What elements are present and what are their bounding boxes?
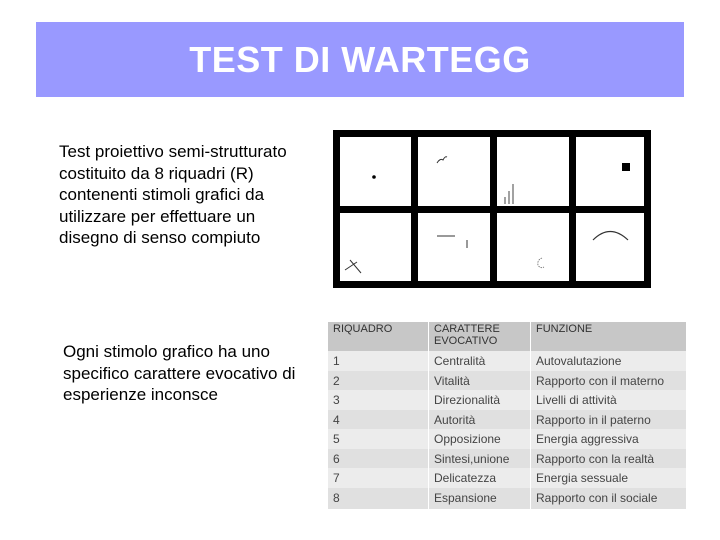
box-5	[340, 213, 411, 281]
title-banner	[36, 22, 684, 97]
box-4	[576, 137, 644, 206]
cell-carattere: Autorità	[428, 410, 530, 430]
cell-carattere: Centralità	[428, 351, 530, 371]
cell-funzione: Rapporto con la realtà	[530, 449, 686, 469]
cell-riquadro: 8	[333, 490, 340, 505]
cell-funzione: Livelli di attività	[530, 390, 686, 410]
table-row	[328, 410, 686, 430]
table-row	[328, 390, 686, 410]
cell-funzione: Rapporto in il paterno	[530, 410, 686, 430]
cell-funzione: Energia sessuale	[530, 468, 686, 488]
cell-funzione: Rapporto con il materno	[530, 371, 686, 391]
cell-carattere: Direzionalità	[428, 390, 530, 410]
stimulus-paragraph: Ogni stimolo grafico ha uno specifico carattere evocativo di esperienze inconsce	[63, 342, 296, 404]
table-row	[328, 429, 686, 449]
cell-carattere: Sintesi,unione	[428, 449, 530, 469]
evocative-table	[328, 322, 686, 509]
cell-funzione: Autovalutazione	[530, 351, 686, 371]
cell-riquadro: 3	[333, 393, 340, 407]
cell-carattere: Delicatezza	[428, 468, 530, 488]
box-2	[418, 137, 490, 206]
page-title: TEST DI WARTEGG	[189, 38, 531, 80]
box-6	[418, 213, 490, 281]
table-row	[328, 371, 686, 391]
table-row	[328, 351, 686, 371]
header-funzione: FUNZIONE	[530, 322, 686, 351]
box-8	[576, 213, 644, 281]
cell-riquadro: 1	[333, 354, 340, 368]
table-row	[328, 488, 686, 510]
box-7	[497, 213, 569, 281]
cell-riquadro: 5	[333, 432, 340, 446]
cell-funzione: Rapporto con il sociale	[530, 488, 686, 510]
intro-paragraph: Test proiettivo semi-strutturato costituito da 8 riquadri (R) contenenti stimoli grafici da utilizzare per effettuare un disegno di senso compiuto	[59, 142, 287, 247]
cell-funzione: Energia aggressiva	[530, 429, 686, 449]
cell-riquadro: 2	[333, 373, 340, 388]
box-1	[340, 137, 411, 206]
cell-riquadro: 7	[333, 471, 340, 485]
table-row	[328, 449, 686, 469]
header-riquadro: RIQUADRO	[333, 323, 393, 335]
box-3	[497, 137, 569, 206]
wartegg-grid-image	[333, 130, 651, 288]
table-header-row	[328, 322, 686, 351]
cell-riquadro: 6	[333, 451, 340, 466]
header-carattere: CARATTERE EVOCATIVO	[428, 322, 530, 351]
cell-carattere: Opposizione	[428, 429, 530, 449]
cell-carattere: Vitalità	[428, 371, 530, 391]
table-row	[328, 468, 686, 488]
cell-riquadro: 4	[333, 412, 340, 427]
cell-carattere: Espansione	[428, 488, 530, 510]
